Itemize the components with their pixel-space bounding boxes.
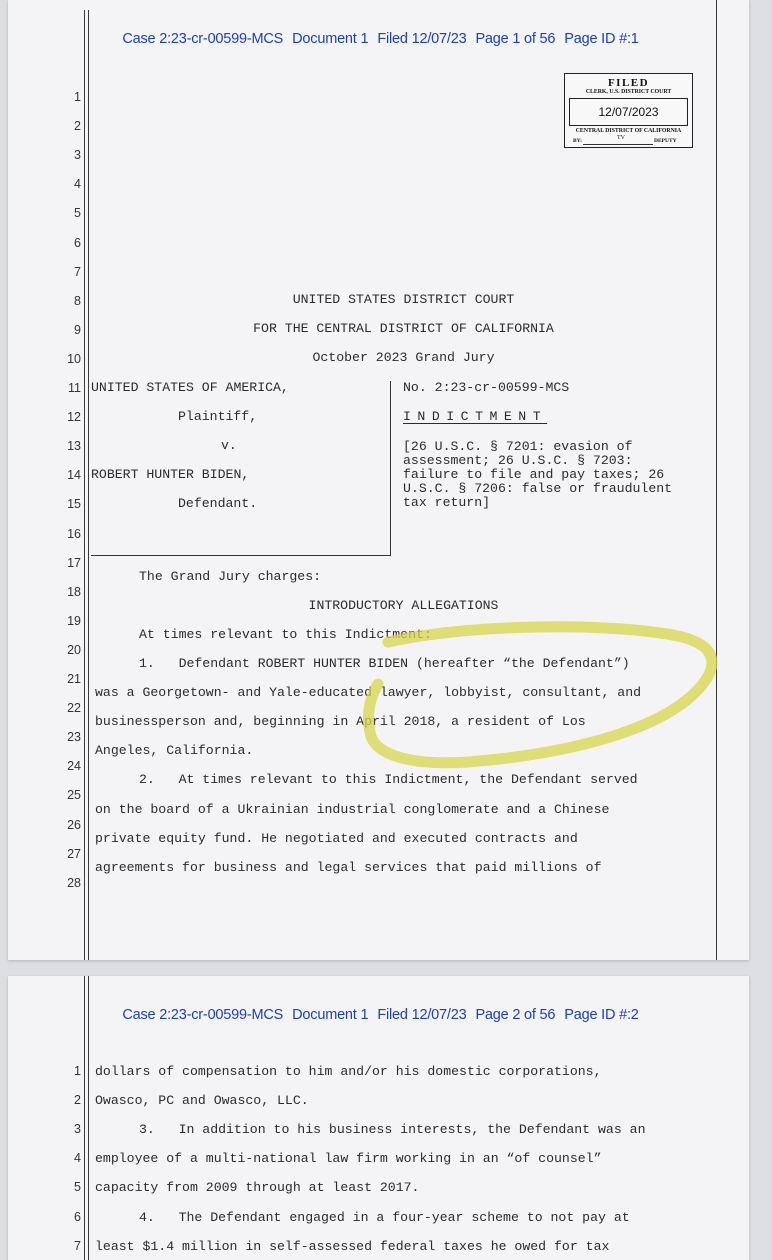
body-line: capacity from 2009 through at least 2017. bbox=[95, 1180, 420, 1196]
stamp-deputy: DEPUTY bbox=[654, 138, 677, 144]
indictment-title: INDICTMENT bbox=[403, 409, 548, 424]
grand-jury-title: October 2023 Grand Jury bbox=[312, 350, 495, 365]
line-number: 7 bbox=[74, 1238, 81, 1253]
body-line: Angeles, California. bbox=[95, 743, 254, 759]
line-number: 15 bbox=[67, 497, 81, 512]
header-filed-date[interactable]: Filed 12/07/23 bbox=[377, 31, 467, 47]
body-line: 2. At times relevant to this Indictment, the Defendant served bbox=[139, 772, 638, 788]
line-number: 8 bbox=[74, 293, 81, 308]
line-number: 26 bbox=[67, 817, 81, 832]
versus: v. bbox=[221, 438, 237, 453]
relevant-times: At times relevant to this Indictment: bbox=[139, 627, 432, 642]
line-number: 4 bbox=[74, 1151, 81, 1166]
body-line: agreements for business and legal services that paid millions of bbox=[95, 859, 602, 875]
line-number: 16 bbox=[67, 526, 81, 541]
stamp-district: CENTRAL DISTRICT OF CALIFORNIA bbox=[575, 128, 682, 134]
grand-jury-charges: The Grand Jury charges: bbox=[139, 569, 322, 584]
defendant-label: Defendant. bbox=[178, 496, 258, 511]
page-header bbox=[107, 991, 648, 1039]
plaintiff-label: Plaintiff, bbox=[178, 409, 258, 424]
left-margin-rule bbox=[84, 10, 85, 960]
stamp-signature-line bbox=[583, 144, 653, 145]
body-line: was a Georgetown- and Yale-educated lawyer, lobbyist, consultant, and bbox=[95, 685, 642, 701]
line-number: 3 bbox=[74, 148, 81, 163]
section-heading: INTRODUCTORY ALLEGATIONS bbox=[308, 598, 499, 613]
charge-line: [26 U.S.C. § 7201: evasion of bbox=[403, 439, 633, 454]
body-line: on the board of a Ukrainian industrial conglomerate and a Chinese bbox=[95, 801, 610, 817]
line-number: 22 bbox=[67, 701, 81, 716]
right-margin-rule bbox=[716, 0, 717, 960]
line-number: 9 bbox=[74, 322, 81, 337]
page-header bbox=[107, 15, 648, 63]
line-number: 19 bbox=[67, 613, 81, 628]
header-case-number[interactable]: Case 2:23-cr-00599-MCS bbox=[122, 1007, 284, 1023]
stamp-date: 12/07/2023 bbox=[569, 98, 688, 126]
line-number: 5 bbox=[74, 1180, 81, 1195]
filed-stamp bbox=[564, 73, 693, 148]
plaintiff-name: UNITED STATES OF AMERICA, bbox=[91, 380, 289, 395]
line-number: 21 bbox=[67, 672, 81, 686]
line-number: 1 bbox=[74, 1064, 81, 1078]
line-number: 7 bbox=[74, 264, 81, 279]
left-margin-rule-inner bbox=[88, 10, 89, 960]
body-line: dollars of compensation to him and/or his domestic corporations, bbox=[95, 1064, 602, 1079]
line-number: 10 bbox=[67, 351, 81, 366]
header-page[interactable]: Page 2 of 56 bbox=[475, 1007, 556, 1023]
line-number: 12 bbox=[67, 410, 81, 425]
header-page-id[interactable]: Page ID #:2 bbox=[564, 1007, 639, 1023]
stamp-by: BY: bbox=[573, 138, 582, 144]
line-number: 24 bbox=[67, 759, 81, 774]
line-number: 23 bbox=[67, 730, 81, 745]
line-number: 1 bbox=[74, 90, 81, 104]
document-page-2 bbox=[8, 976, 749, 1260]
line-number: 20 bbox=[67, 642, 81, 657]
line-number: 27 bbox=[67, 846, 81, 861]
line-number: 18 bbox=[67, 584, 81, 599]
body-line: employee of a multi-national law firm working in an “of counsel” bbox=[95, 1151, 602, 1167]
district-title: FOR THE CENTRAL DISTRICT OF CALIFORNIA bbox=[253, 321, 554, 336]
body-line: private equity fund. He negotiated and executed contracts and bbox=[95, 830, 578, 846]
charge-line: U.S.C. § 7206: false or fraudulent bbox=[403, 481, 673, 496]
header-document[interactable]: Document 1 bbox=[292, 1007, 369, 1023]
body-line: businessperson and, beginning in April 2018, a resident of Los bbox=[95, 714, 586, 730]
line-number: 2 bbox=[74, 119, 81, 134]
body-line: least $1.4 million in self-assessed federal taxes he owed for tax bbox=[95, 1238, 610, 1254]
body-line: 1. Defendant ROBERT HUNTER BIDEN (hereafter “the Defendant”) bbox=[139, 656, 630, 671]
line-number: 2 bbox=[74, 1093, 81, 1108]
header-page-id[interactable]: Page ID #:1 bbox=[564, 31, 639, 47]
stamp-clerk: CLERK, U.S. DISTRICT COURT bbox=[585, 89, 672, 95]
body-line: Owasco, PC and Owasco, LLC. bbox=[95, 1093, 309, 1109]
defendant-name: ROBERT HUNTER BIDEN, bbox=[91, 467, 250, 482]
line-number: 4 bbox=[74, 177, 81, 192]
left-margin-rule-inner bbox=[88, 976, 89, 1260]
charge-line: assessment; 26 U.S.C. § 7203: bbox=[403, 453, 633, 468]
header-case-number[interactable]: Case 2:23-cr-00599-MCS bbox=[122, 31, 284, 47]
line-number: 14 bbox=[67, 468, 81, 483]
document-page-1 bbox=[8, 0, 749, 960]
line-number: 17 bbox=[67, 555, 81, 570]
line-number: 11 bbox=[68, 381, 81, 395]
line-number: 28 bbox=[67, 875, 81, 890]
header-filed-date[interactable]: Filed 12/07/23 bbox=[377, 1007, 467, 1023]
body-line: 4. The Defendant engaged in a four-year scheme to not pay at bbox=[139, 1209, 630, 1225]
line-number: 3 bbox=[74, 1122, 81, 1137]
header-page[interactable]: Page 1 of 56 bbox=[475, 31, 556, 47]
body-line: 3. In addition to his business interests, the Defendant was an bbox=[139, 1122, 646, 1138]
line-number: 6 bbox=[74, 1209, 81, 1224]
line-number: 13 bbox=[67, 439, 81, 454]
line-number: 6 bbox=[74, 235, 81, 250]
stamp-title: FILED bbox=[607, 77, 650, 89]
line-number: 25 bbox=[67, 788, 81, 803]
charge-line: failure to file and pay taxes; 26 bbox=[403, 467, 665, 482]
line-number: 5 bbox=[74, 206, 81, 221]
header-document[interactable]: Document 1 bbox=[292, 31, 369, 47]
stamp-initials: TV bbox=[617, 135, 625, 141]
charge-line: tax return] bbox=[403, 495, 491, 510]
case-number: No. 2:23-cr-00599-MCS bbox=[403, 380, 570, 395]
court-title: UNITED STATES DISTRICT COURT bbox=[292, 292, 515, 307]
left-margin-rule bbox=[84, 976, 85, 1260]
